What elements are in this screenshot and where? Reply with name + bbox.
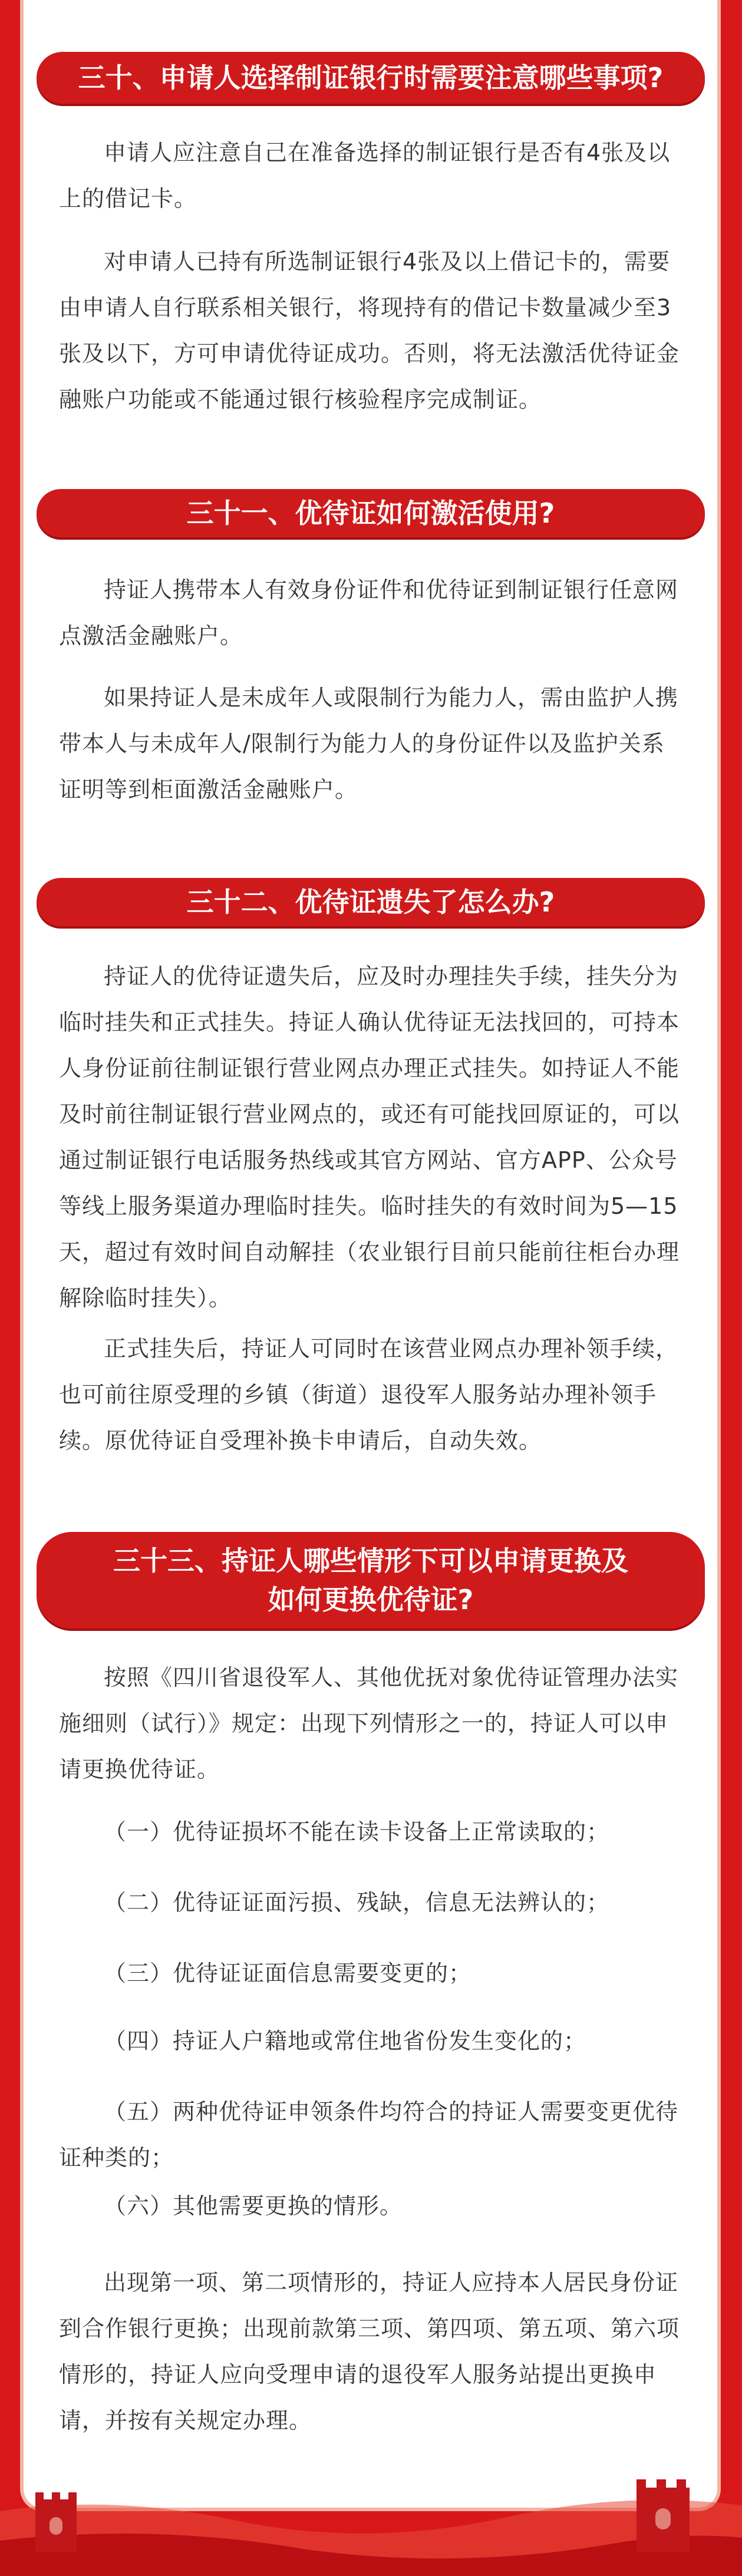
section-33-item-4: （四）持证人户籍地或常住地省份发生变化的；	[104, 2028, 587, 2054]
heading-text-line-2: 如何更换优待证?	[268, 1584, 474, 1616]
section-33-para-1: 按照《四川省退役军人、其他优抚对象优待证管理办法实施细则（试行）》规定：出现下列情形之一的，持证人可以申请更换优待证。	[59, 1665, 679, 1782]
section-32-heading	[37, 878, 705, 926]
section-31-para-1: 持证人携带本人有效身份证件和优待证到制证银行任意网点激活金融账户。	[59, 577, 679, 649]
section-33-item-2: （二）优待证证面污损、残缺，信息无法辨认的；	[104, 1890, 610, 1916]
great-wall-decoration	[0, 2423, 742, 2576]
section-33-item-1: （一）优待证损坏不能在读卡设备上正常读取的；	[104, 1819, 610, 1845]
section-30-heading	[37, 52, 705, 104]
section-31-heading	[37, 489, 705, 537]
section-33-item-3: （三）优待证证面信息需要变更的；	[104, 1960, 472, 1986]
section-32-para-1: 持证人的优待证遗失后，应及时办理挂失手续，挂失分为临时挂失和正式挂失。持证人确认优待证无法找回的，可持本人身份证前往制证银行营业网点办理正式挂失。如持证人不能及时前往制证银行营业网点的，或还有可能找回原证的，可以通过制证银行电话服务热线或其官方网站、官方APP、公众号等线上服务渠道办理临时挂失。临时挂失的有效时间为5—15天，超过有效时间自动解挂（农业银行目前只能前往柜台办理解除临时挂失）。	[59, 963, 680, 1311]
section-30-para-1: 申请人应注意自己在准备选择的制证银行是否有4张及以上的借记卡。	[59, 140, 671, 212]
section-33-item-5: （五）两种优待证申领条件均符合的持证人需要变更优待证种类的；	[59, 2099, 679, 2171]
section-33-item-6: （六）其他需要更换的情形。	[104, 2193, 403, 2219]
section-30-para-2: 对申请人已持有所选制证银行4张及以上借记卡的，需要由申请人自行联系相关银行，将现持有的借记卡数量减少至3张及以下，方可申请优待证成功。否则，将无法激活优待证金融账户功能或不能通过银行核验程序完成制证。	[59, 249, 680, 412]
section-31-para-2: 如果持证人是未成年人或限制行为能力人，需由监护人携带本人与未成年人/限制行为能力人的身份证件以及监护关系证明等到柜面激活金融账户。	[59, 685, 679, 802]
heading-text: 三十一、优待证如何激活使用?	[186, 497, 555, 529]
heading-text: 三十、申请人选择制证银行时需要注意哪些事项?	[78, 62, 664, 94]
heading-text: 三十二、优待证遗失了怎么办?	[186, 886, 555, 918]
heading-text-line-1: 三十三、持证人哪些情形下可以申请更换及	[113, 1545, 628, 1577]
section-32-para-2: 正式挂失后，持证人可同时在该营业网点办理补领手续，也可前往原受理的乡镇（街道）退役军人服务站办理补领手续。原优待证自受理补换卡申请后，自动失效。	[59, 1336, 679, 1454]
section-33-para-final: 出现第一项、第二项情形的，持证人应持本人居民身份证到合作银行更换；出现前款第三项、第四项、第五项、第六项情形的，持证人应向受理申请的退役军人服务站提出更换申请，并按有关规定办理。	[59, 2270, 680, 2433]
section-33-heading	[37, 1532, 705, 1629]
